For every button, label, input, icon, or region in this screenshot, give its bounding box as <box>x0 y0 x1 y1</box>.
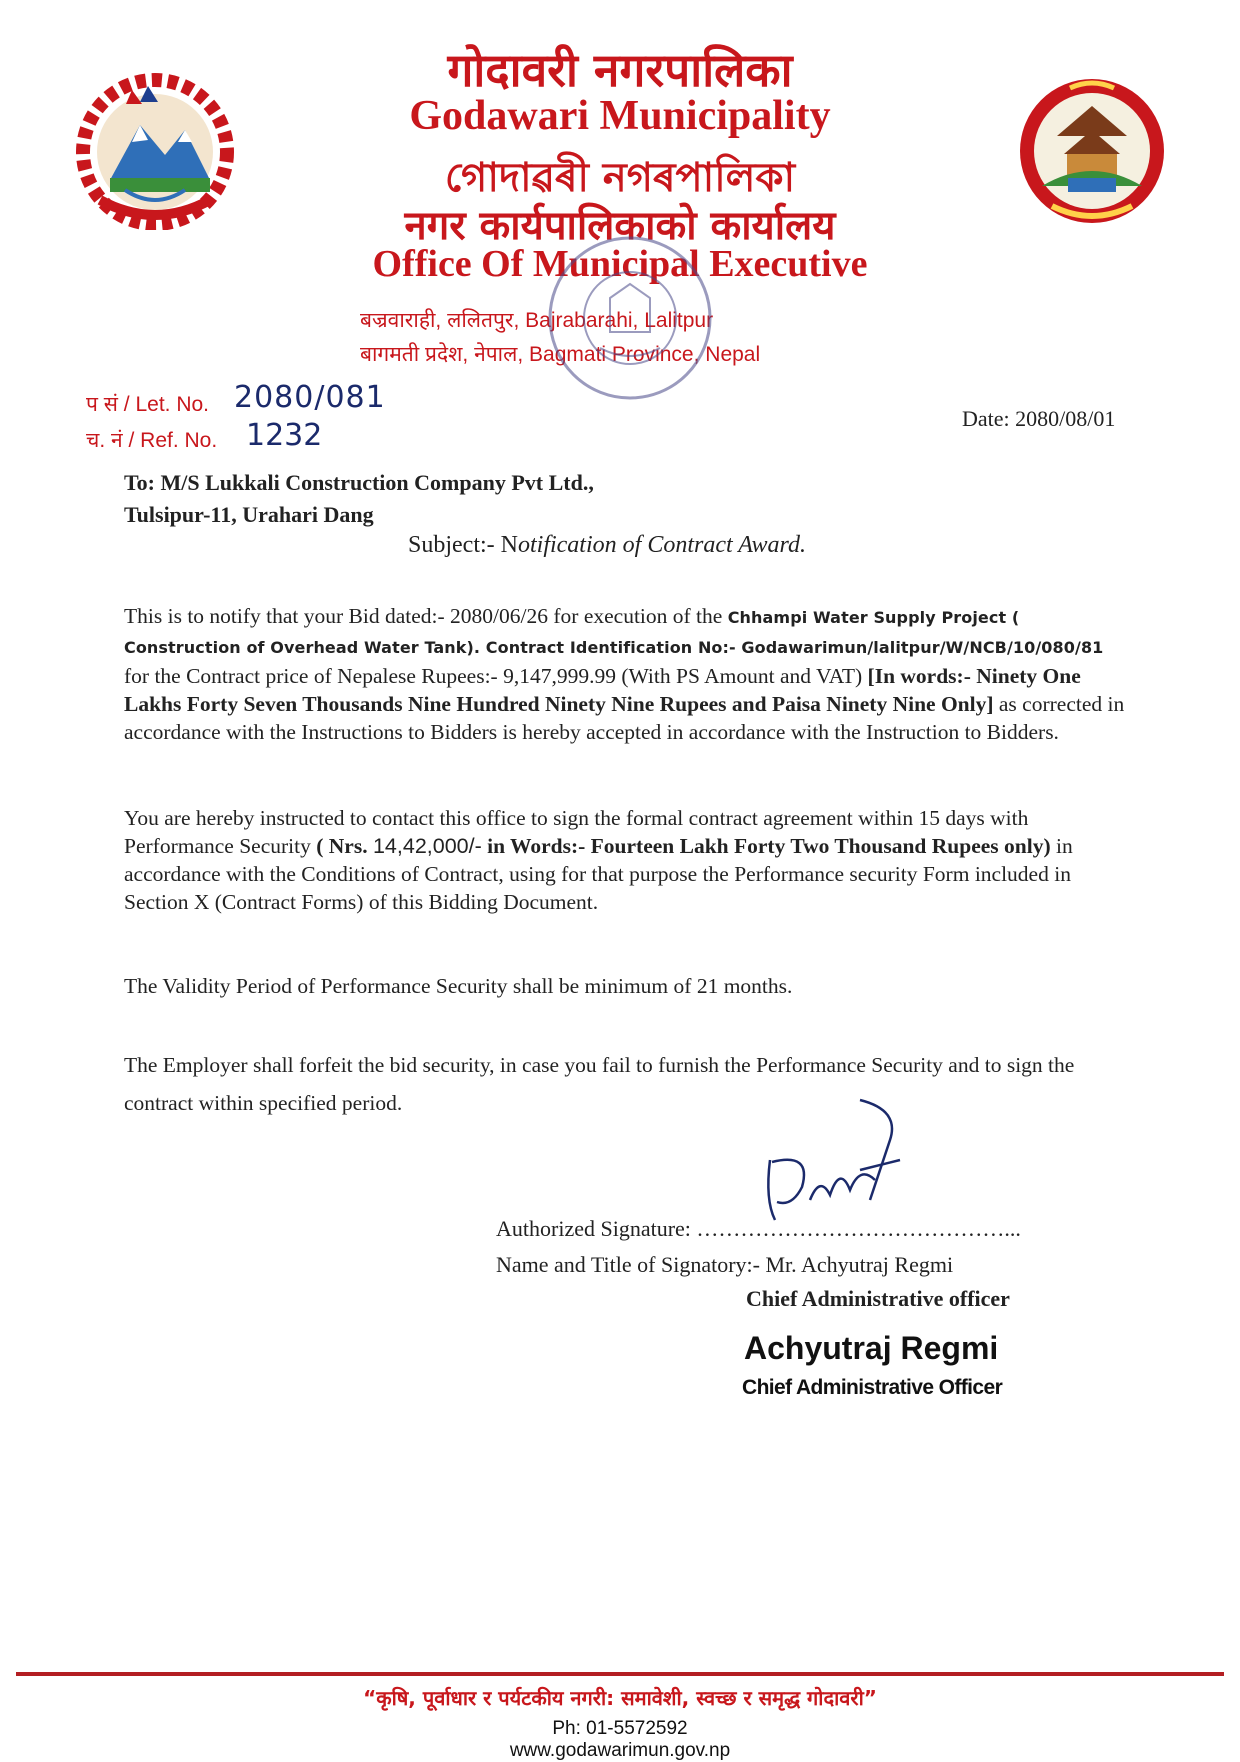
addressee-line-2: Tulsipur-11, Urahari Dang <box>124 502 374 527</box>
municipality-name-newari: গোদাৱৰী নগৰপালিকা <box>444 155 796 201</box>
signatory-name-title: Name and Title of Signatory:- Mr. Achyutraj Regmi <box>496 1252 954 1277</box>
reference-number-label: च. नं / Ref. No. <box>86 429 218 452</box>
letter-number-value: 2080/081 <box>234 380 386 415</box>
paragraph-bid-acceptance <box>124 602 1132 746</box>
footer-website: www.godawarimun.gov.np <box>509 1740 731 1761</box>
nepal-emblem-icon <box>70 70 240 230</box>
municipality-logo-icon <box>1012 66 1172 236</box>
p1-price: for the Contract price of Nepalese Rupees:- 9,147,999.99 (With PS Amount and VAT) <box>124 664 868 688</box>
p2-amount: 14,42,000/- <box>372 834 482 858</box>
municipality-name-nepali: गोदावरी नगरपालिका <box>447 43 793 97</box>
office-name-nepali: नगर कार्यपालिकाको कार्यालय <box>404 203 836 249</box>
p1-words: [In words:- Ninety One Lakhs Forty Seven Thousands Nine Hundred Ninety Nine Rupees and Paisa Ninety Nine Only] <box>124 664 1081 716</box>
paragraph-performance-security <box>124 804 1132 916</box>
p1-closing: as corrected in accordance with the Instructions to Bidders is hereby accepted in accordance with the Instruction to Bidders. <box>124 692 1125 744</box>
paragraph-forfeit: The Employer shall forfeit the bid security, in case you fail to furnish the Performance Security and to sign the contract within specified period. <box>124 1053 1075 1115</box>
title-stamp: Chief Administrative Officer <box>742 1376 1003 1399</box>
p2-open: ( Nrs. <box>316 834 373 858</box>
name-stamp: Achyutraj Regmi <box>744 1330 999 1366</box>
authorized-signature-line: Authorized Signature: ……………………………………... <box>496 1216 1021 1241</box>
subject-line <box>408 532 806 559</box>
office-name-english: Office Of Municipal Executive <box>372 243 868 285</box>
p1-intro: This is to notify that your Bid dated:- 2080/06/26 for execution of the <box>124 604 728 628</box>
office-stamp-icon <box>540 228 720 408</box>
footer-slogan: “कृषि, पूर्वाधार र पर्यटकीय नगरी: समावेशी, स्वच्छ र समृद्ध गोदावरी” <box>363 1686 877 1710</box>
p2-intro: You are hereby instructed to contact this office to sign the formal contract agreement within 15 days with Performance Security <box>124 806 1029 858</box>
reference-number-value: 1232 <box>246 418 323 453</box>
signatory-designation: Chief Administrative officer <box>746 1286 1010 1311</box>
subject-label: Subject:- N <box>408 532 518 558</box>
subject-text: otification of Contract Award. <box>517 532 807 558</box>
addressee-line-1: To: M/S Lukkali Construction Company Pvt Ltd., <box>124 470 594 495</box>
address-line-2: बागमती प्रदेश, नेपाल, Bagmati Province, Nepal <box>360 343 761 366</box>
p2-words: in Words:- Fourteen Lakh Forty Two Thousand Rupees only) <box>481 834 1051 858</box>
footer-phone: Ph: 01-5572592 <box>552 1718 688 1739</box>
municipality-name-english: Godawari Municipality <box>409 93 831 139</box>
letter-date: Date: 2080/08/01 <box>962 406 1116 431</box>
letter-number-label: प सं / Let. No. <box>86 393 210 416</box>
paragraph-validity: The Validity Period of Performance Security shall be minimum of 21 months. <box>124 974 793 998</box>
address-line-1: बज्रवाराही, ललितपुर, Bajrabarahi, Lalitpur <box>360 309 714 332</box>
p2-closing: in accordance with the Conditions of Contract, using for that purpose the Performance security Form included in Section X (Contract Forms) of this Bidding Document. <box>124 834 1073 914</box>
footer-divider <box>16 1672 1224 1676</box>
p1-project: Chhampi Water Supply Project ( Construction of Overhead Water Tank). Contract Identification No:- Godawarimun/lalitpur/W/NCB/10/080/81 <box>124 608 1104 657</box>
